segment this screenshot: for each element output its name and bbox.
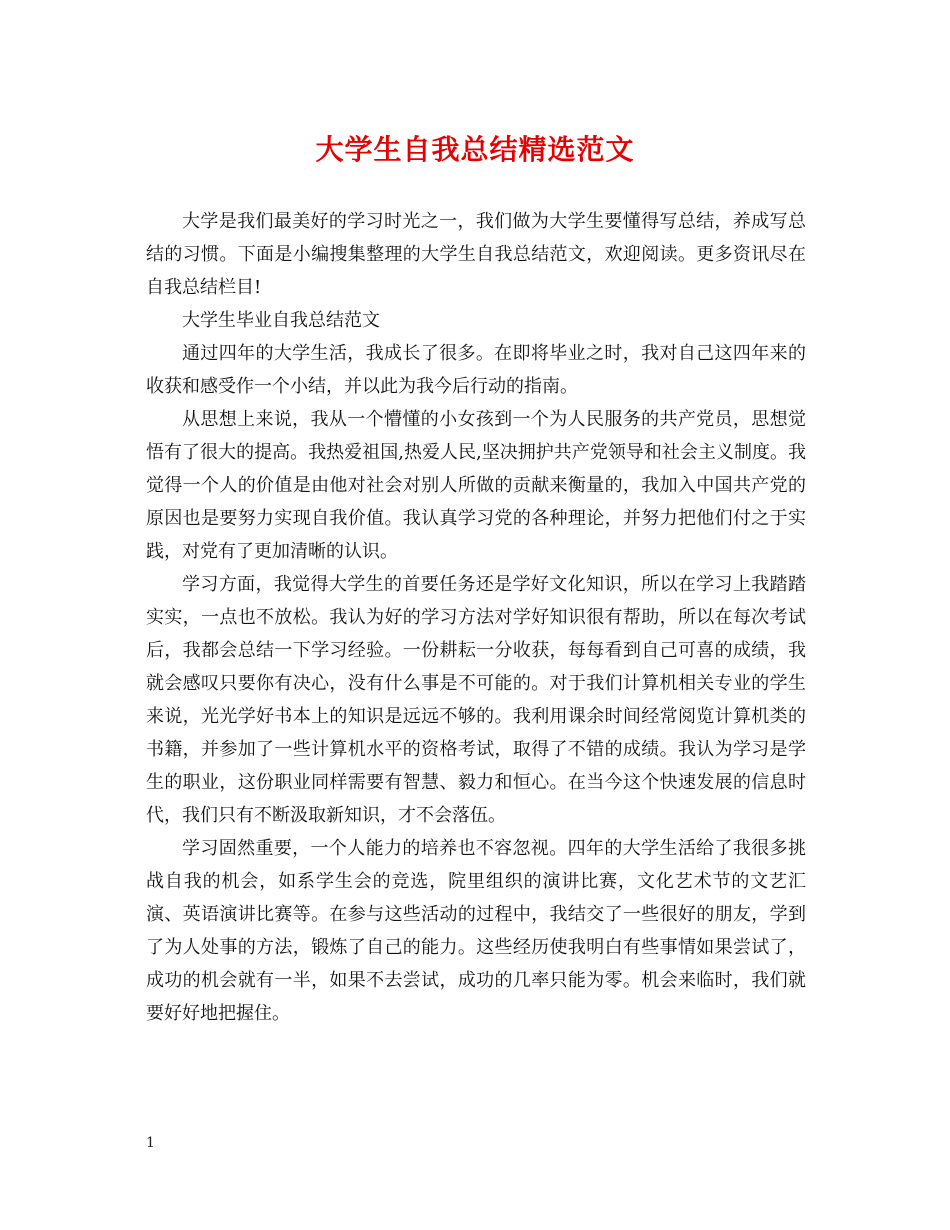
paragraph-ideology: 从思想上来说，我从一个懵懂的小女孩到一个为人民服务的共产党员，思想觉悟有了很大的提高。我热爱祖国,热爱人民,坚决拥护共产党领导和社会主义制度。我觉得一个人的价值是由他对社会对别人所做的贡献来衡量的，我加入中国共产党的原因也是要努力实现自我价值。我认真学习党的各种理论，并努力把他们付之于实践，对党有了更加清晰的认识。: [146, 409, 806, 562]
document-title: 大学生自我总结精选范文: [315, 133, 635, 166]
document-body: [146, 205, 806, 1030]
paragraph-overview: 通过四年的大学生活，我成长了很多。在即将毕业之时，我对自己这四年来的收获和感受作一个小结，并以此为我今后行动的指南。: [146, 343, 806, 397]
paragraph-study: 学习方面，我觉得大学生的首要任务还是学好文化知识，所以在学习上我踏踏实实，一点也不放松。我认为好的学习方法对学好知识很有帮助，所以在每次考试后，我都会总结一下学习经验。一份耕耘一分收获，每每看到自己可喜的成绩，我就会感叹只要你有决心，没有什么事是不可能的。对于我们计算机相关专业的学生来说，光光学好书本上的知识是远远不够的。我利用课余时间经常阅览计算机类的书籍，并参加了一些计算机水平的资格考试，取得了不错的成绩。我认为学习是学生的职业，这份职业同样需要有智慧、毅力和恒心。在当今这个快速发展的信息时代，我们只有不断汲取新知识，才不会落伍。: [146, 574, 806, 826]
paragraph-ability: 学习固然重要，一个人能力的培养也不容忽视。四年的大学生活给了我很多挑战自我的机会，如系学生会的竞选，院里组织的演讲比赛，文化艺术节的文艺汇演、英语演讲比赛等。在参与这些活动的过程中，我结交了一些很好的朋友，学到了为人处事的方法，锻炼了自己的能力。这些经历使我明白有些事情如果尝试了，成功的机会就有一半，如果不去尝试，成功的几率只能为零。机会来临时，我们就要好好地把握住。: [146, 838, 806, 1024]
page-number: 1: [146, 1135, 155, 1151]
section-heading: 大学生毕业自我总结范文: [182, 310, 380, 331]
paragraph-intro: 大学是我们最美好的学习时光之一，我们做为大学生要懂得写总结，养成写总结的习惯。下面是小编搜集整理的大学生自我总结范文，欢迎阅读。更多资讯尽在自我总结栏目!: [146, 211, 806, 298]
